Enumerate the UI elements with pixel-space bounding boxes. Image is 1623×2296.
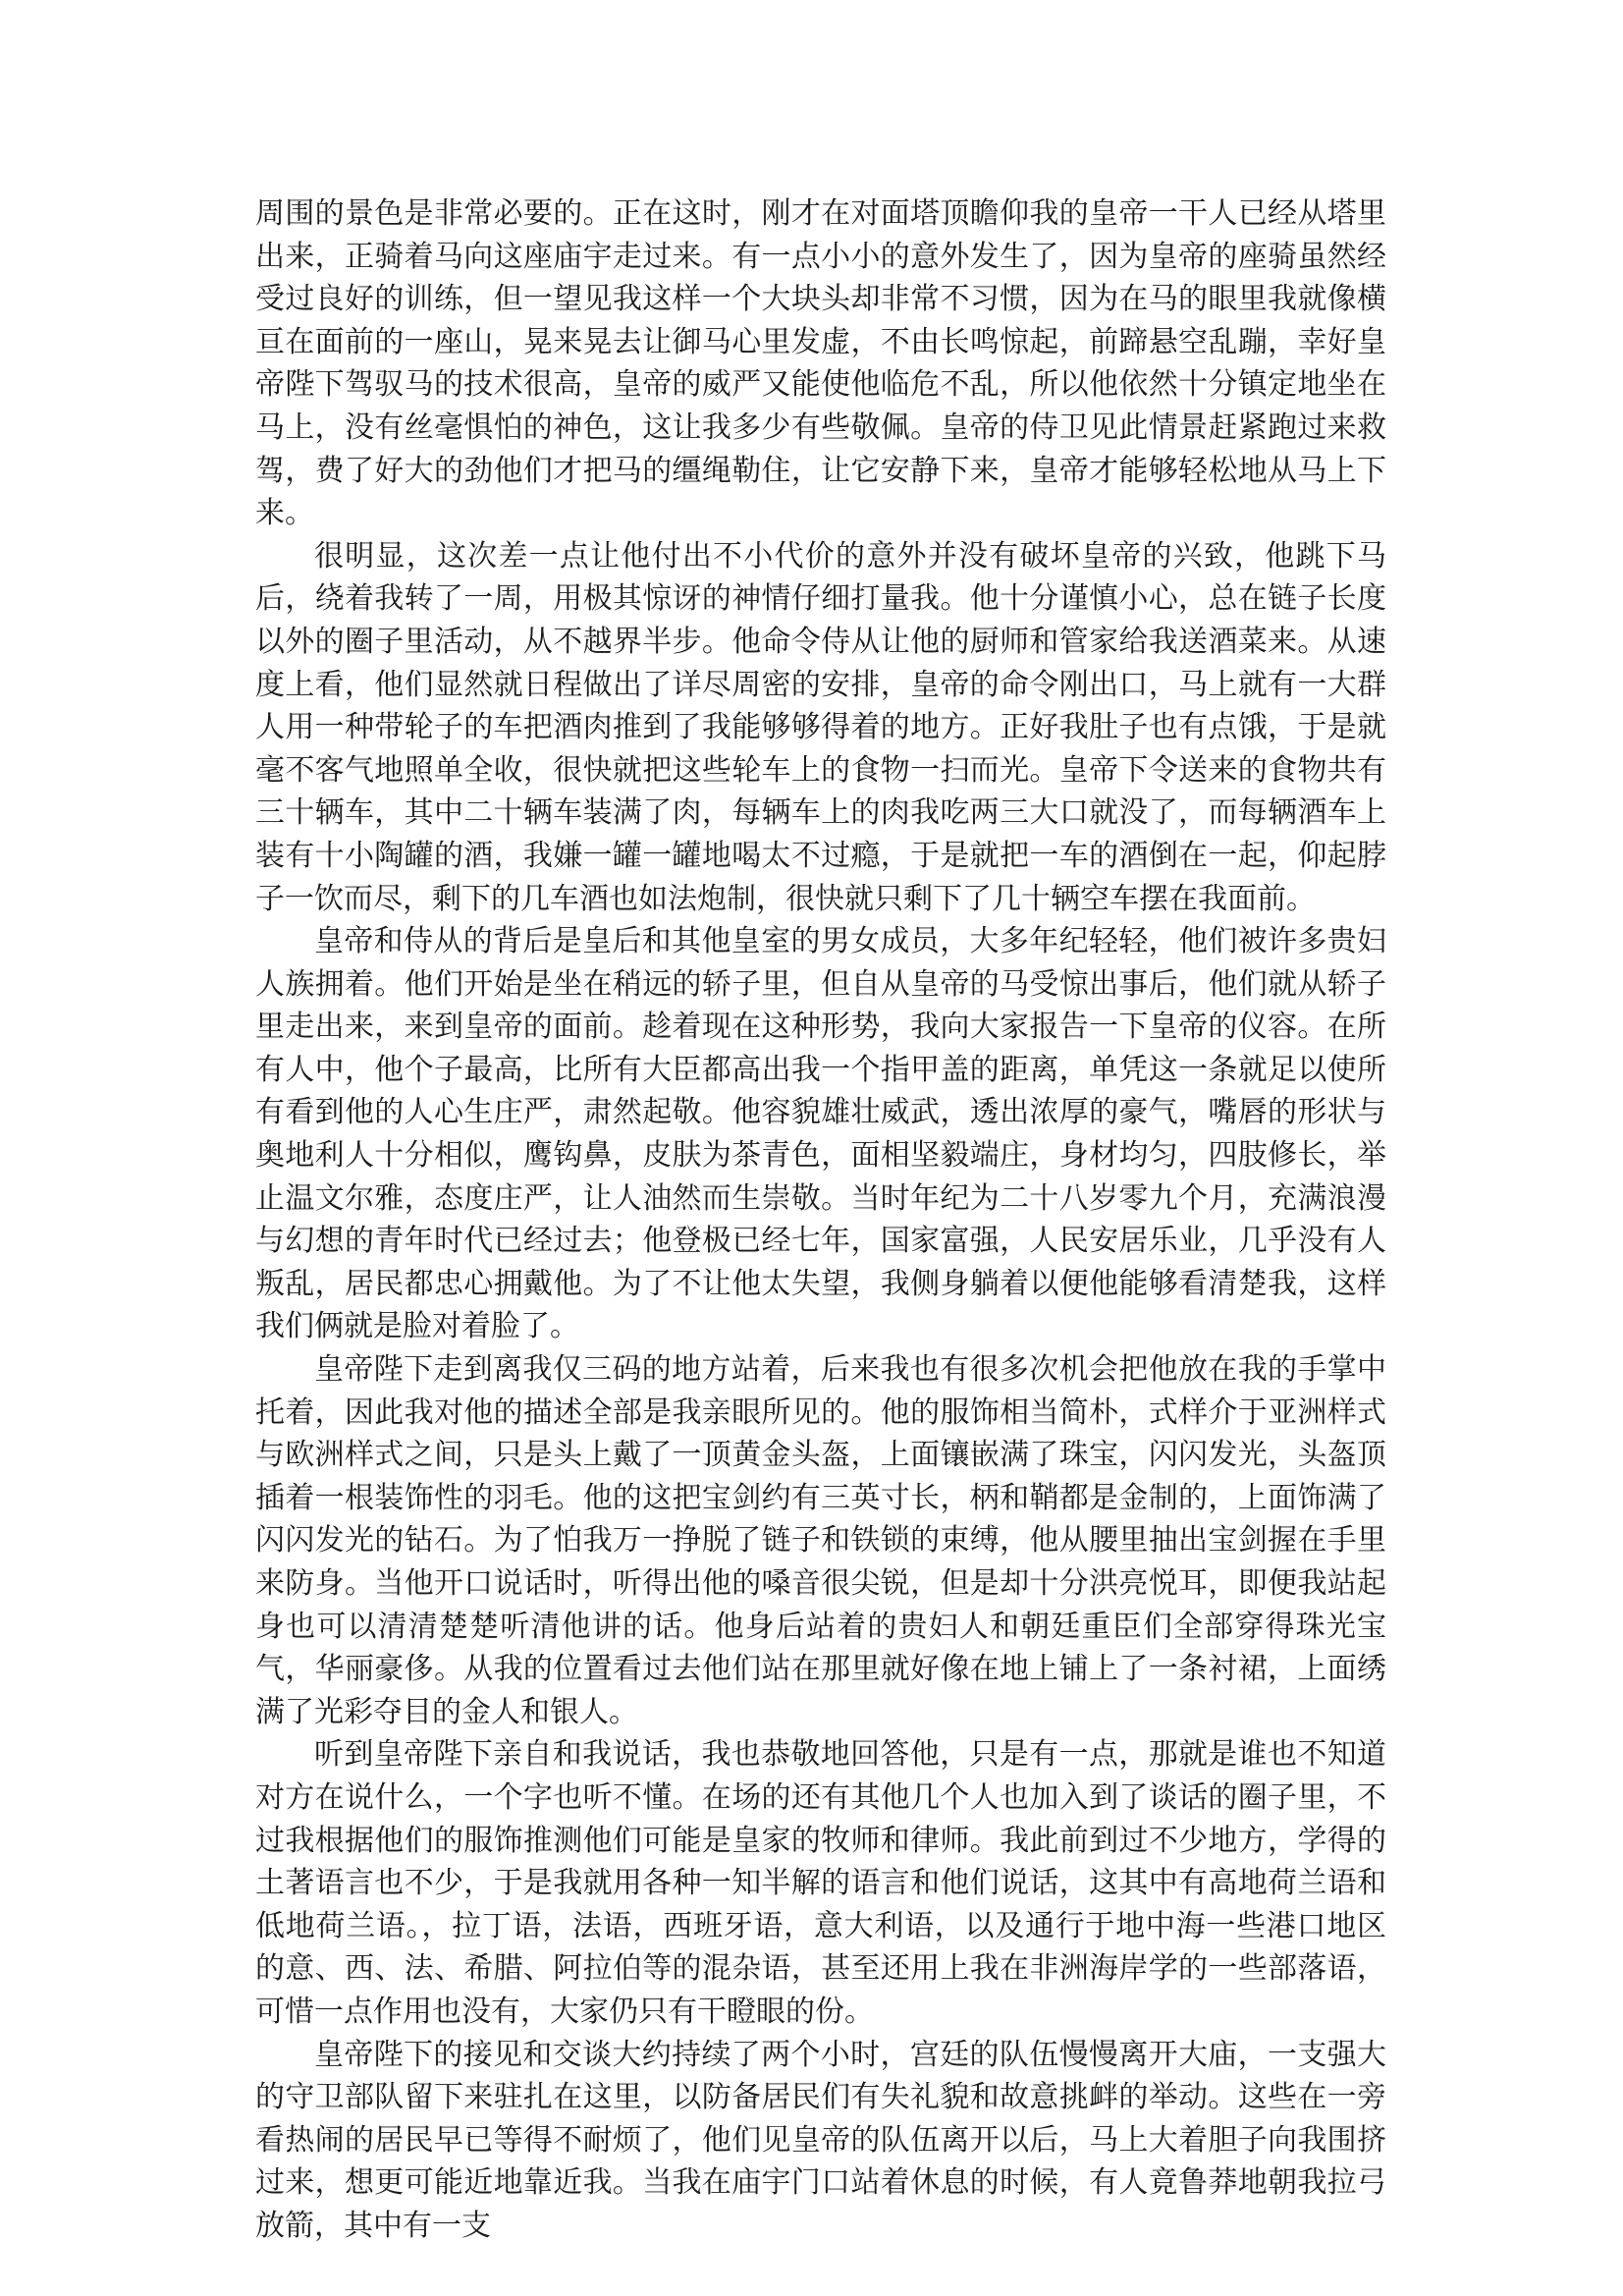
paragraph-3: 皇帝和侍从的背后是皇后和其他皇室的男女成员，大多年纪轻轻，他们被许多贵妇人族拥着。他们开始是坐在稍远的轿子里，但自从皇帝的马受惊出事后，他们就从轿子里走出来，来到皇帝的面前。趁着现在这种形势，我向大家报告一下皇帝的仪容。在所有人中，他个子最高，比所有大臣都高出我一个指甲盖的距离，单凭这一条就足以使所有看到他的人心生庄严，肃然起敬。他容貌雄壮威武，透出浓厚的豪气，嘴唇的形状与奥地利人十分相似，鹰钩鼻，皮肤为茶青色，面相坚毅端庄，身材均匀，四肢修长，举止温文尔雅，态度庄严，让人油然而生崇敬。当时年纪为二十八岁零九个月，充满浪漫与幻想的青年时代已经过去；他登极已经七年，国家富强，人民安居乐业，几乎没有人叛乱，居民都忠心拥戴他。为了不让他太失望，我侧身躺着以便他能够看清楚我，这样我们俩就是脸对着脸了。 xyxy=(255,924,1386,1344)
paragraph-2: 很明显，这次差一点让他付出不小代价的意外并没有破坏皇帝的兴致，他跳下马后，绕着我转了一周，用极其惊讶的神情仔细打量我。他十分谨慎小心，总在链子长度以外的圈子里活动，从不越界半步。他命令侍从让他的厨师和管家给我送酒菜来。从速度上看，他们显然就日程做出了详尽周密的安排，皇帝的命令刚出口，马上就有一大群人用一种带轮子的车把酒肉推到了我能够够得着的地方。正好我肚子也有点饿，于是就毫不客气地照单全收，很快就把这些轮车上的食物一扫而光。皇帝下令送来的食物共有三十辆车，其中二十辆车装满了肉，每辆车上的肉我吃两三大口就没了，而每辆酒车上装有十小陶罐的酒，我嫌一罐一罐地喝太不过瘾，于是就把一车的酒倒在一起，仰起脖子一饮而尽，剩下的几车酒也如法炮制，很快就只剩下了几十辆空车摆在我面前。 xyxy=(255,538,1386,916)
paragraph-4: 皇帝陛下走到离我仅三码的地方站着，后来我也有很多次机会把他放在我的手掌中托着，因此我对他的描述全部是我亲眼所见的。他的服饰相当简朴，式样介于亚洲样式与欧洲样式之间，只是头上戴了一顶黄金头盔，上面镶嵌满了珠宝，闪闪发光，头盔顶插着一根装饰性的羽毛。他的这把宝剑约有三英寸长，柄和鞘都是金制的，上面饰满了闪闪发光的钻石。为了怕我万一挣脱了链子和铁锁的束缚，他从腰里抽出宝剑握在手里来防身。当他开口说话时，听得出他的嗓音很尖锐，但是却十分洪亮悦耳，即便我站起身也可以清清楚楚听清他讲的话。他身后站着的贵妇人和朝廷重臣们全部穿得珠光宝气，华丽豪侈。从我的位置看过去他们站在那里就好像在地上铺上了一条衬裙，上面绣满了光彩夺目的金人和银人。 xyxy=(255,1352,1386,1729)
paragraph-5: 听到皇帝陛下亲自和我说话，我也恭敬地回答他，只是有一点，那就是谁也不知道对方在说什么，一个字也听不懂。在场的还有其他几个人也加入到了谈话的圈子里，不过我根据他们的服饰推测他们可能是皇家的牧师和律师。我此前到过不少地方，学得的土著语言也不少，于是我就用各种一知半解的语言和他们说话，这其中有高地荷兰语和低地荷兰语。，拉丁语，法语，西班牙语，意大利语，以及通行于地中海一些港口地区的意、西、法、希腊、阿拉伯等的混杂语，甚至还用上我在非洲海岸学的一些部落语，可惜一点作用也没有，大家仍只有干瞪眼的份。 xyxy=(255,1737,1386,2029)
document-page xyxy=(255,192,1386,2248)
paragraph-1: 周围的景色是非常必要的。正在这时，刚才在对面塔顶瞻仰我的皇帝一干人已经从塔里出来，正骑着马向这座庙宇走过来。有一点小小的意外发生了，因为皇帝的座骑虽然经受过良好的训练，但一望见我这样一个大块头却非常不习惯，因为在马的眼里我就像横亘在面前的一座山，晃来晃去让御马心里发虚，不由长鸣惊起，前蹄悬空乱蹦，幸好皇帝陛下驾驭马的技术很高，皇帝的威严又能使他临危不乱，所以他依然十分镇定地坐在马上，没有丝毫惧怕的神色，这让我多少有些敬佩。皇帝的侍卫见此情景赶紧跑过来救驾，费了好大的劲他们才把马的缰绳勒住，让它安静下来，皇帝才能够轻松地从马上下来。 xyxy=(255,196,1386,531)
paragraph-6: 皇帝陛下的接见和交谈大约持续了两个小时，宫廷的队伍慢慢离开大庙，一支强大的守卫部队留下来驻扎在这里，以防备居民们有失礼貌和故意挑衅的举动。这些在一旁看热闹的居民早已等得不耐烦了，他们见皇帝的队伍离开以后，马上大着胆子向我围挤过来，想更可能近地靠近我。当我在庙宇门口站着休息的时候，有人竟鲁莽地朝我拉弓放箭，其中有一支 xyxy=(255,2037,1386,2243)
